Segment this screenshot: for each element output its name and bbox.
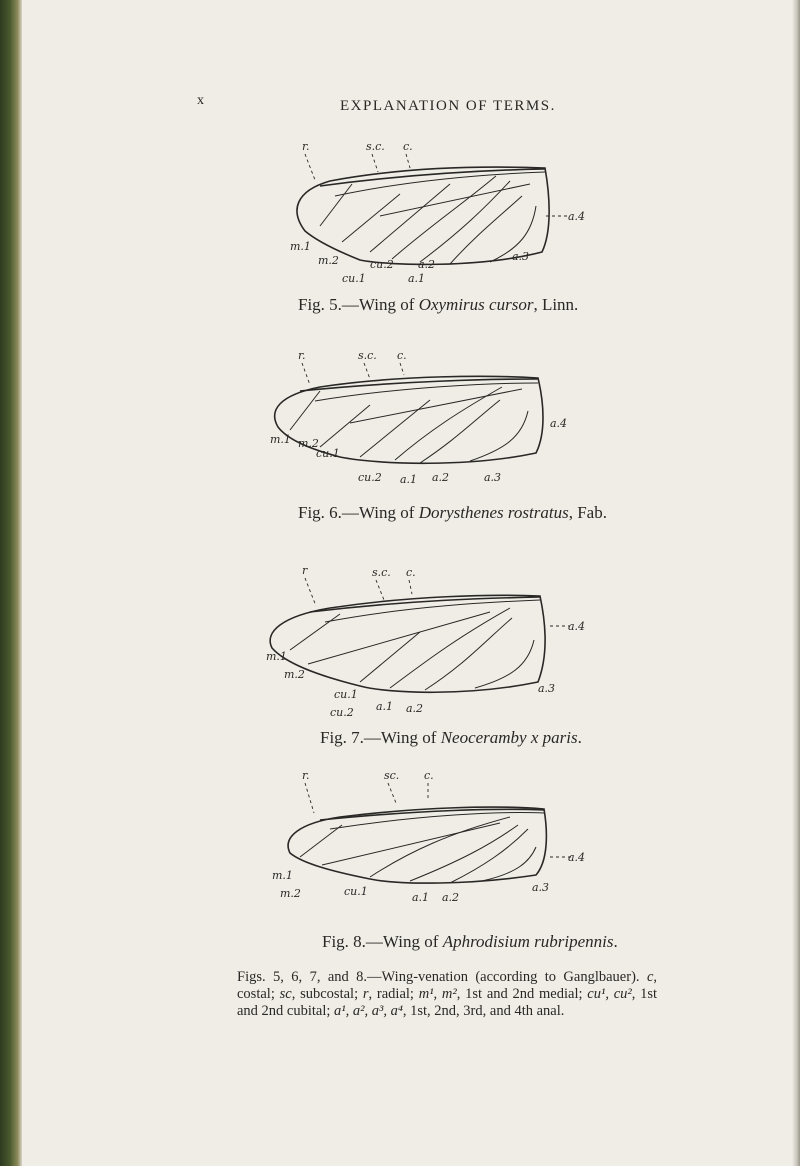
label-cu1: cu.1 [316, 447, 340, 460]
label-a3: a.3 [538, 682, 556, 695]
label-sc: sc. [384, 769, 400, 782]
label-c: c. [403, 140, 413, 153]
label-m2: m.2 [318, 254, 339, 267]
label-c: c. [406, 566, 416, 579]
label-m1: m.1 [270, 433, 291, 446]
label-a1: a.1 [408, 272, 426, 285]
label-cu1: cu.1 [334, 688, 358, 701]
label-m1: m.1 [272, 869, 293, 882]
label-c: c. [424, 769, 434, 782]
page-number: x [197, 93, 205, 108]
figure-8-caption: Fig. 8.—Wing of Aphrodisium rubripennis. [322, 932, 618, 951]
label-m2: m.2 [284, 668, 305, 681]
label-a4: a.4 [568, 210, 586, 223]
label-cu1: cu.1 [342, 272, 366, 285]
label-a4: a.4 [568, 620, 586, 633]
figure-8-wing-diagram [260, 765, 590, 905]
label-c: c. [397, 349, 407, 362]
label-cu1: cu.1 [344, 885, 368, 898]
label-a2: a.2 [418, 258, 436, 271]
label-r: r. [302, 140, 310, 153]
venation-legend: Figs. 5, 6, 7, and 8.—Wing-venation (according to Ganglbauer). c, costal; sc, subcostal; r, radial; m¹, m², 1st and 2nd medial; cu¹, cu², 1st and 2nd cubital; a¹, a², a³, a⁴, 1st, 2nd, 3rd, and 4th anal. [237, 969, 658, 1019]
label-a2: a.2 [432, 471, 450, 484]
label-a4: a.4 [550, 417, 568, 430]
label-a3: a.3 [512, 250, 530, 263]
page-right-edge [792, 0, 800, 1166]
label-a4: a.4 [568, 851, 586, 864]
label-r: r [302, 564, 308, 577]
label-cu2: cu.2 [370, 258, 394, 271]
label-sc: s.c. [358, 349, 377, 362]
figure-7-wing-diagram [260, 560, 590, 720]
label-a1: a.1 [412, 891, 430, 904]
label-cu2: cu.2 [330, 706, 354, 719]
figure-5-wing-diagram [260, 136, 590, 288]
label-sc: s.c. [372, 566, 391, 579]
label-r: r. [298, 349, 306, 362]
label-m2: m.2 [280, 887, 301, 900]
figure-6-wing-diagram [260, 345, 590, 493]
label-a1: a.1 [400, 473, 418, 486]
label-a2: a.2 [406, 702, 424, 715]
label-a3: a.3 [532, 881, 550, 894]
label-a3: a.3 [484, 471, 502, 484]
label-a2: a.2 [442, 891, 460, 904]
label-m1: m.1 [290, 240, 311, 253]
label-sc: s.c. [366, 140, 385, 153]
label-m2: m.2 [298, 437, 319, 450]
figure-7-caption: Fig. 7.—Wing of Neoceramby x paris. [320, 728, 582, 747]
label-r: r. [302, 769, 310, 782]
label-cu2: cu.2 [358, 471, 382, 484]
running-head: EXPLANATION OF TERMS. [340, 98, 556, 114]
figure-5-caption: Fig. 5.—Wing of Oxymirus cursor, Linn. [298, 295, 579, 314]
label-m1: m.1 [266, 650, 287, 663]
label-a1: a.1 [376, 700, 394, 713]
book-spine-edge [0, 0, 22, 1166]
figure-6-caption: Fig. 6.—Wing of Dorysthenes rostratus, Fab. [298, 503, 607, 522]
